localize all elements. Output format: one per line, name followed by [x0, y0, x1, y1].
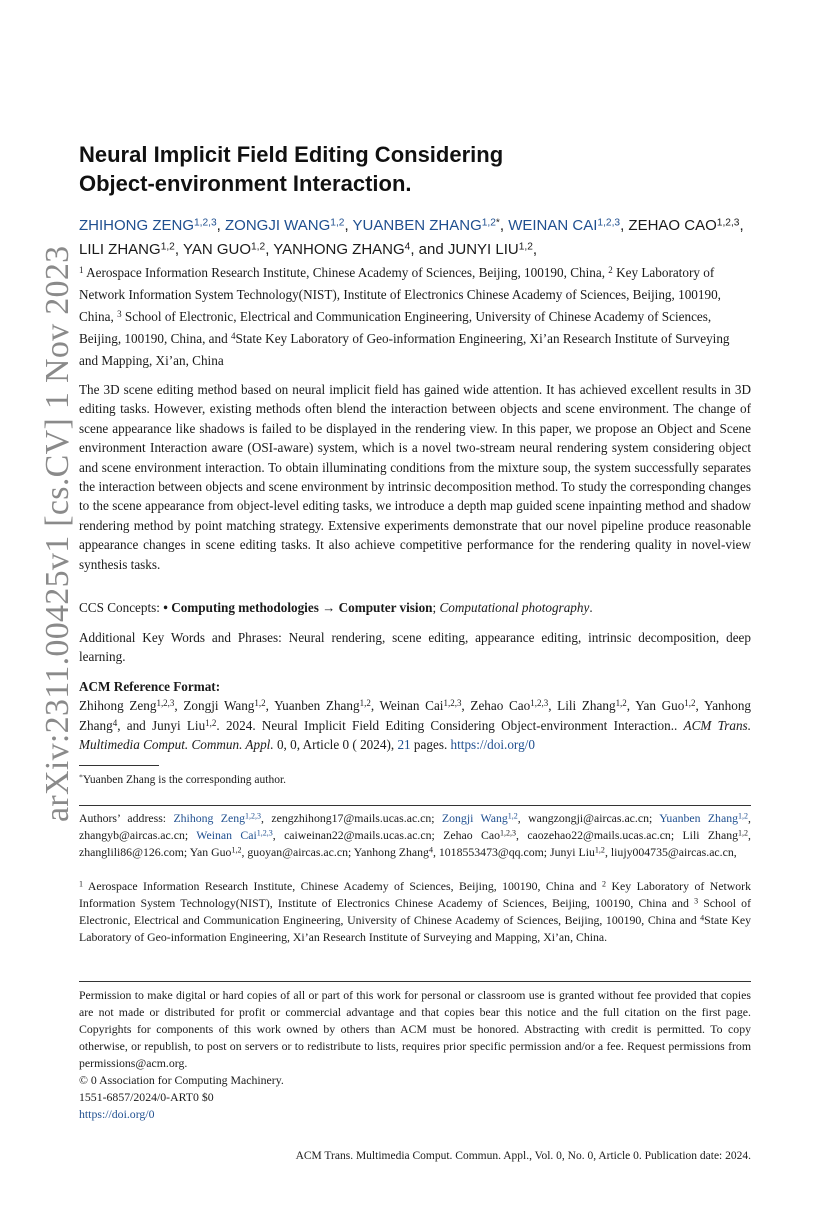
affil-1: Aerospace Information Research Institute, Chinese Academy of Sciences, Beijing, 100190, China, — [86, 265, 605, 280]
acm-ref-author-sup: 1,2,3 — [530, 698, 549, 709]
address-author-name[interactable]: Weinan Cai — [196, 828, 257, 842]
ccs-bullet: • — [163, 600, 168, 615]
author-affil-sup: 1,2 — [251, 241, 266, 253]
acm-ref-journal: ACM Trans. Multimedia Comput. Commun. Appl. — [79, 717, 751, 753]
ccs-end: . — [589, 600, 593, 615]
address-author-name: Junyi Liu — [550, 845, 595, 859]
author-affil-sup: 1,2 — [160, 241, 175, 253]
author-name: JUNYI LIU — [447, 241, 519, 258]
ccs-concept-1: Computing methodologies — [171, 600, 319, 615]
acm-ref-author: Zehao Cao — [470, 698, 531, 714]
acm-ref-author-sup: 1,2 — [205, 717, 217, 728]
affil-4-sup: 4 — [231, 330, 236, 341]
author-email: caozehao22@mails.ucas.ac.cn — [527, 828, 671, 842]
acm-reference-format: ACM Reference Format: Zhihong Zeng$^{1,2,3}$, Zongji Wang$^{1,2}$, Yuanben Zhang$^{1,2}$, Weinan Cai$^{1,2,3}$, Zehao Cao$^{1,2,3}$, Lili Zhang$^{1,2}$, Yan Guo$^{1,2}$, Yanhong Zhang$^4$, and Junyi Liu$^{1,2}$. 2024. Neural Implicit Field Editing Considering Object-environment Interaction.. ACM Trans. Multimedia Comput. Commun. Appl. 0, 0, Article 0 ( 2024), 21 pages. https://doi.org/0 — [79, 679, 752, 753]
authors-address: Authors’ address: Zhihong Zeng$^{1,2,3}$, zengzhihong17@mails.ucas.ac.cn; Zongji Wang$^{1,2}$, wangzongji@aircas.ac.cn; Yuanben Zhang$^{1,2}$, zhangyb@aircas.ac.cn; Weinan Cai$^{1,2,3}$, caiweinan22@mails.ucas.ac.cn; Zehao Cao$^{1,2,3}$, caozehao22@mails.ucas.ac.cn; Lili Zhang$^{1,2}$, zhanglili86@126.com; Yan Guo$^{1,2}$, guoyan@aircas.ac.cn; Yanhong Zhang$^4$, 1018553473@qq.com; Junyi Liu$^{1,2}$, liujy004735@aircas.ac.cn, — [79, 811, 751, 859]
affil2-2: Key Laboratory of Network Information System Technology(NIST), Institute of Electronics Chinese Academy of Sciences, Beijing, 100190, China and — [79, 879, 752, 910]
acm-ref-author: Weinan Cai — [379, 698, 444, 714]
issn-line: 1551-6857/2024/0-ART0 $0 — [79, 1090, 214, 1104]
address-author-sup: 1,2 — [738, 828, 749, 838]
affil2-1-sup: 1 — [79, 879, 84, 889]
acm-ref-pages-link[interactable]: 21 — [397, 737, 411, 753]
affil2-3: School of Electronic, Electrical and Communication Engineering, University of Chinese Academy of Sciences, Beijing, 100190, China and — [79, 896, 752, 927]
address-author-sup: 1,2,3 — [245, 811, 262, 821]
address-author-name: Yan Guo — [189, 845, 232, 859]
author-email: caiweinan22@mails.ucas.ac.cn — [284, 828, 432, 842]
acm-ref-author: Zongji Wang — [183, 698, 255, 714]
running-footer: ACM Trans. Multimedia Comput. Commun. Appl., Vol. 0, No. 0, Article 0. Publication date: 2024. — [295, 1150, 751, 1162]
author-name[interactable]: YUANBEN ZHANG — [352, 217, 482, 234]
footnote-rule — [79, 765, 159, 766]
footnote-text: Yuanben Zhang is the corresponding author. — [82, 774, 287, 786]
affil-3-sup: 3 — [117, 308, 122, 319]
ccs-label: CCS Concepts: — [79, 600, 160, 615]
address-author-name[interactable]: Zongji Wang — [441, 811, 508, 825]
author-email: guoyan@aircas.ac.cn — [247, 845, 348, 859]
author-affil-sup: 1,2 — [518, 241, 533, 253]
acm-ref-doi-link[interactable]: https://doi.org/0 — [450, 737, 535, 753]
acm-ref-heading: ACM Reference Format: — [79, 679, 221, 694]
acm-ref-author-sup: 1,2 — [615, 698, 627, 709]
author-email: 1018553473@qq.com — [438, 845, 544, 859]
ccs-concept-2: Computer vision — [338, 600, 433, 615]
acm-ref-author: Yuanben Zhang — [274, 698, 360, 714]
author-name[interactable]: WEINAN CAI — [508, 217, 598, 234]
arxiv-identifier: arXiv:2311.00425v1 [cs.CV] 1 Nov 2023 — [39, 245, 76, 822]
affiliations — [79, 262, 751, 372]
title-line-2: Object-environment Interaction. — [79, 171, 412, 196]
acm-ref-author-sup: 1,2,3 — [156, 698, 175, 709]
author-email: wangzongji@aircas.ac.cn — [528, 811, 650, 825]
author-affil-sup: 1,2,3 — [597, 217, 621, 229]
authors-address-label: Authors’ address: — [79, 811, 174, 825]
ccs-arrow: → — [322, 600, 336, 615]
address-author-name: Yanhong Zhang — [353, 845, 429, 859]
acm-ref-author: Junyi Liu — [152, 717, 206, 733]
author-email: zhangyb@aircas.ac.cn — [79, 828, 185, 842]
author-affil-sup: 4 — [404, 241, 411, 253]
acm-ref-author-sup: 1,2 — [359, 698, 371, 709]
ccs-concept-3: Computational photography — [439, 600, 590, 615]
address-rule — [79, 805, 751, 806]
affil-3: School of Electronic, Electrical and Communication Engineering, University of Chinese Academy of Sciences, Beijing, 100190, China, and — [79, 309, 712, 346]
acm-ref-author: Yan Guo — [635, 698, 685, 714]
acm-ref-author: Yanhong Zhang — [79, 698, 752, 733]
affil2-4-sup: 4 — [700, 913, 705, 923]
address-author-sup: 1,2,3 — [256, 828, 273, 838]
author-name: YANHONG ZHANG — [273, 241, 405, 258]
footnote — [79, 772, 286, 788]
author-affil-sup: 1,2 — [330, 217, 345, 229]
copyright-line: © 0 Association for Computing Machinery. — [79, 1073, 284, 1087]
address-author-name[interactable]: Zhihong Zeng — [173, 811, 246, 825]
address-author-name[interactable]: Yuanben Zhang — [659, 811, 738, 825]
affil2-3-sup: 3 — [694, 896, 699, 906]
affil-4: State Key Laboratory of Geo-information Engineering, Xi’an Research Institute of Surveying and Mapping, Xi’an, China — [79, 331, 730, 368]
paper-title — [79, 140, 679, 198]
address-author-sup: 1,2 — [231, 845, 242, 855]
address-author-sup: 1,2 — [507, 811, 518, 821]
footnote-mark: * — [79, 772, 83, 782]
acm-ref-author-sup: 1,2,3 — [443, 698, 462, 709]
acm-ref-title: Neural Implicit Field Editing Considering Object-environment Interaction. — [261, 717, 674, 733]
acm-ref-author-sup: 4 — [112, 717, 118, 728]
keywords: Additional Key Words and Phrases: Neural rendering, scene editing, appearance editing, intrinsic decomposition, deep learning. — [79, 630, 751, 665]
address-author-sup: 1,2,3 — [499, 828, 517, 838]
author-name: ZEHAO CAO — [628, 217, 717, 234]
author-email: zengzhihong17@mails.ucas.ac.cn — [271, 811, 432, 825]
author-email: liujy004735@aircas.ac.cn — [610, 845, 734, 859]
title-line-1: Neural Implicit Field Editing Considering — [79, 142, 504, 167]
author-name: YAN GUO — [182, 241, 252, 258]
author-affil-sup: 1,2,3 — [716, 217, 740, 229]
permission-text: Permission to make digital or hard copies of all or part of this work for personal or classroom use is granted without fee provided that copies are not made or distributed for profit or commercial advantage and that copies bear this notice and the full citation on the first page. Copyrights for components of this work owned by others than ACM must be honored. Abstracting with credit is permitted. To copy otherwise, or republish, to post on servers or to redistribute to lists, requires prior specific permission and/or a fee. Request permissions from permissions@acm.org. — [79, 988, 751, 1070]
affiliations-footer — [79, 878, 751, 946]
affil2-2-sup: 2 — [602, 879, 607, 889]
author-name: LILI ZHANG — [79, 241, 161, 258]
acm-ref-author: Lili Zhang — [557, 698, 616, 714]
address-author-sup: 1,2 — [738, 811, 749, 821]
affil-1-sup: 1 — [79, 264, 84, 275]
author-email: zhanglili86@126.com — [79, 845, 184, 859]
permission-rule — [79, 981, 751, 982]
author-affil-sup: 1,2 — [481, 217, 496, 229]
affil-2: Key Laboratory of Network Information System Technology(NIST), Institute of Electronics Chinese Academy of Sciences, Beijing, 100190, China, — [79, 265, 721, 324]
address-author-name: Lili Zhang — [682, 828, 738, 842]
acm-ref-authors: Zhihong Zeng$^{1,2,3}$, Zongji Wang$^{1,2}$, Yuanben Zhang$^{1,2}$, Weinan Cai$^{1,2,3}$, Zehao Cao$^{1,2,3}$, Lili Zhang$^{1,2}$, Yan Guo$^{1,2}$, Yanhong Zhang$^4$, and Junyi Liu$^{1,2}$. — [79, 698, 752, 733]
author-list: ZHIHONG ZENG$^{1,2,3}$, ZONGJI WANG$^{1,2}$, YUANBEN $ZHANG^{1,2*}$, WEINAN CAI$^{1,2,3}$, ZEHAO CAO$^{1,2,3}$, LILI ZHANG$^{1,2}$, YAN GUO$^{1,2}$, YANHONG ZHANG$^4$, and JUNYI LIU$^{1,2}$, — [79, 217, 744, 258]
permission-doi-link[interactable]: https://doi.org/0 — [79, 1107, 155, 1121]
acm-ref-volume: 0, 0, Article 0 ( 2024), — [276, 737, 395, 753]
abstract: The 3D scene editing method based on neural implicit field has gained wide attention. It has achieved excellent results in 3D editing tasks. However, existing methods often blend the interaction between objects and scene environment. The change of scene appearance like shadows is failed to be displayed in the rendering view. In this paper, we propose an Object and Scene environment Interaction aware (OSI-aware) system, which is a novel two-stream neural rendering system considering object and scene environment interaction. To obtain illuminating conditions from the mixture soup, the system successfully separates the interaction between objects and scene environment by intrinsic decomposition method. To study the corresponding changes to the scene appearance from object-level editing tasks, we introduce a depth map guided scene inpainting method and shadow rendering method by point matching strategy. Extensive experiments demonstrate that our novel pipeline produce reasonable appearance changes in scene editing tasks. It also achieve competitive performance for the rendering quality in novel-view synthesis tasks. — [79, 382, 751, 572]
ccs-sep: ; — [432, 600, 437, 615]
author-name[interactable]: ZONGJI WANG — [225, 217, 331, 234]
permission-notice — [79, 987, 751, 1123]
author-affil-sup: 1,2,3 — [194, 217, 217, 229]
affil2-4: State Key Laboratory of Geo-information Engineering, Xi’an Research Institute of Surveying and Mapping, Xi’an, China. — [79, 913, 751, 944]
affil2-1: Aerospace Information Research Institute, Chinese Academy of Sciences, Beijing, 100190, China and — [87, 879, 597, 893]
corresponding-author-mark: * — [495, 217, 500, 229]
affil-2-sup: 2 — [608, 264, 613, 275]
address-author-name: Zehao Cao — [443, 828, 500, 842]
acm-ref-pages-label: pages. — [413, 737, 448, 753]
acm-ref-year: 2024 — [225, 717, 253, 733]
acm-ref-author-sup: 1,2 — [254, 698, 266, 709]
acm-ref-author: Zhihong Zeng — [79, 698, 157, 714]
acm-ref-author-sup: 1,2 — [684, 698, 696, 709]
address-author-sup: 1,2 — [594, 845, 605, 855]
ccs-concepts — [79, 598, 751, 617]
author-name[interactable]: ZHIHONG ZENG — [79, 217, 194, 234]
address-author-sup: 4 — [428, 845, 433, 855]
